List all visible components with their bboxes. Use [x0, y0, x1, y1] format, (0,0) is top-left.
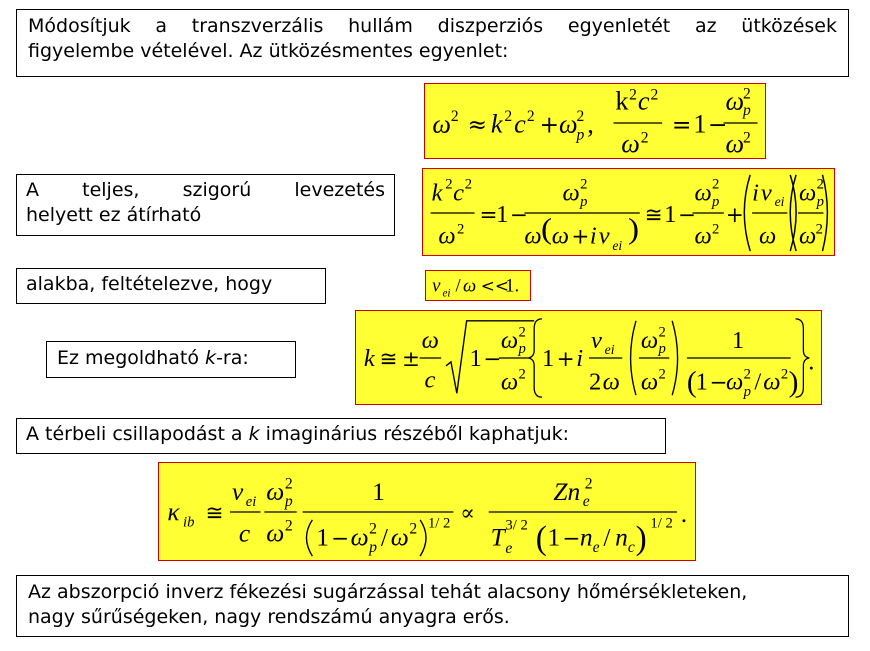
svg-text:∝: ∝	[460, 500, 475, 526]
svg-text:): )	[788, 366, 799, 399]
svg-text:2: 2	[588, 368, 602, 396]
svg-text:=: =	[479, 202, 498, 228]
k-solution-equation-graphic	[356, 311, 821, 404]
svg-text:2: 2	[743, 85, 751, 103]
solve-k: k	[205, 347, 217, 369]
svg-text:2: 2	[576, 108, 585, 125]
assume-text: alakba, feltételezve, hogy	[26, 273, 273, 295]
svg-text:e: e	[592, 539, 600, 557]
svg-text:ω: ω	[266, 477, 285, 507]
svg-text:−: −	[709, 370, 728, 396]
svg-text:2: 2	[815, 221, 823, 238]
svg-text:ω: ω	[421, 327, 439, 355]
svg-text:1: 1	[731, 327, 745, 355]
svg-text:p: p	[658, 341, 666, 358]
condition-equation	[425, 270, 531, 301]
svg-text:−: −	[562, 526, 581, 552]
svg-text:ei: ei	[245, 494, 257, 511]
svg-text:/: /	[603, 522, 611, 552]
svg-text:ω: ω	[694, 179, 712, 207]
svg-text:/: /	[455, 275, 461, 297]
spatial-pre: A térbeli csillapodást a	[26, 423, 249, 445]
svg-text:1: 1	[316, 522, 330, 552]
svg-text:(: (	[686, 366, 697, 399]
svg-text:c: c	[238, 518, 251, 548]
svg-text:+: +	[571, 224, 590, 250]
svg-text:c: c	[627, 539, 635, 557]
solve-textbox	[46, 341, 296, 378]
conclusion-line-1: Az abszorpció inverz fékezési sugárzással tehát alacsony hőmérsékleteken,	[28, 581, 748, 603]
svg-text:ω: ω	[725, 129, 745, 158]
svg-text:p: p	[712, 194, 720, 211]
svg-text:−: −	[677, 202, 696, 228]
svg-text:i: i	[589, 222, 597, 250]
svg-text:−: −	[483, 346, 502, 372]
svg-text:c: c	[637, 86, 650, 116]
svg-text:ω: ω	[390, 522, 409, 552]
svg-text:T: T	[490, 522, 505, 552]
svg-text:ei: ei	[604, 342, 615, 358]
conclusion-line-2: nagy sűrűségeken, nagy rendszámú anyagra erős.	[28, 606, 510, 628]
svg-text:2: 2	[284, 517, 293, 535]
svg-text:ω: ω	[726, 368, 744, 396]
rewrite-textbox	[16, 174, 395, 236]
svg-text:i: i	[752, 179, 759, 207]
spatial-damping-textbox	[16, 418, 666, 454]
absorption-equation	[158, 462, 696, 561]
svg-text:p: p	[580, 194, 588, 211]
rewrite-line-1: A teljes, szigorú levezetés	[26, 179, 385, 201]
svg-text:−: −	[707, 110, 728, 139]
svg-text:2: 2	[650, 86, 659, 104]
svg-text:e: e	[582, 493, 590, 511]
svg-text:2: 2	[518, 366, 526, 383]
rewrite-line-2: helyett ez átírható	[26, 204, 202, 226]
svg-text:ω: ω	[524, 222, 542, 250]
svg-text:≈: ≈	[467, 110, 488, 139]
svg-text:p: p	[743, 384, 752, 401]
svg-text:2: 2	[780, 366, 789, 383]
svg-text:ω: ω	[799, 222, 817, 250]
assume-textbox	[16, 268, 326, 304]
svg-text:2: 2	[409, 520, 418, 538]
svg-text:2: 2	[518, 324, 526, 341]
svg-text:k: k	[431, 179, 443, 207]
svg-text:Zn: Zn	[553, 477, 581, 507]
svg-text:.: .	[680, 498, 688, 528]
svg-text:ν: ν	[232, 477, 244, 507]
svg-text:+: +	[539, 110, 560, 139]
k-solution-equation	[355, 310, 822, 405]
svg-text:ω: ω	[725, 86, 745, 116]
svg-text:ω: ω	[640, 368, 659, 396]
svg-text:ei: ei	[612, 238, 623, 254]
svg-text:2: 2	[743, 366, 752, 383]
svg-text:1: 1	[542, 344, 555, 372]
absorption-equation-graphic	[159, 463, 695, 560]
svg-text:2: 2	[445, 176, 453, 193]
svg-text:2: 2	[712, 176, 720, 193]
svg-text:2: 2	[580, 176, 588, 193]
svg-text:2: 2	[816, 176, 824, 193]
svg-text:ω: ω	[500, 368, 519, 396]
collisionless-equation-graphic	[425, 84, 765, 158]
spatial-k: k	[248, 423, 260, 445]
svg-text:e: e	[505, 540, 513, 558]
svg-text:n: n	[615, 522, 628, 552]
svg-text:−: −	[509, 202, 528, 228]
svg-text:1: 1	[547, 522, 561, 552]
svg-text:p: p	[369, 539, 378, 557]
svg-text:<<: <<	[480, 275, 510, 296]
svg-text:): )	[635, 520, 647, 558]
svg-text:ω: ω	[463, 275, 477, 297]
svg-text:≅: ≅	[205, 500, 224, 526]
svg-text:ω: ω	[551, 222, 570, 250]
svg-text:p: p	[816, 194, 824, 211]
svg-text:ν: ν	[432, 275, 441, 297]
svg-text:.: .	[808, 348, 815, 376]
svg-text:ib: ib	[183, 514, 195, 531]
svg-text:2: 2	[658, 366, 666, 383]
solve-post: -ra:	[216, 347, 249, 369]
svg-text:/: /	[380, 522, 389, 552]
svg-text:p: p	[518, 341, 526, 358]
svg-text:ω: ω	[500, 327, 519, 355]
svg-text:±: ±	[402, 346, 421, 372]
svg-text:ω: ω	[621, 129, 640, 158]
svg-text:1.: 1.	[505, 275, 520, 297]
svg-text:2: 2	[584, 475, 593, 493]
svg-text:+: +	[556, 346, 575, 372]
svg-text:i: i	[576, 344, 584, 372]
svg-text:ω: ω	[758, 222, 777, 250]
svg-text:ω: ω	[558, 109, 578, 139]
svg-text:p: p	[576, 126, 585, 144]
svg-text:ω: ω	[438, 222, 456, 250]
condition-equation-graphic	[426, 271, 530, 300]
svg-text:ω: ω	[562, 179, 580, 207]
conclusion-textbox	[16, 575, 849, 637]
svg-text:(: (	[541, 211, 553, 246]
svg-text:k: k	[363, 344, 375, 372]
svg-text:ω: ω	[799, 179, 817, 207]
svg-text:ν: ν	[590, 327, 602, 355]
intro-line-1: Módosítjuk a transzverzális hullám diszperziós egyenletét az ütközések	[28, 15, 837, 37]
svg-text:c: c	[514, 109, 526, 139]
svg-text:n: n	[579, 522, 593, 552]
svg-text:p: p	[743, 102, 751, 120]
svg-text:ω: ω	[763, 368, 781, 396]
svg-text:1: 1	[372, 477, 385, 507]
svg-text:1/ 2: 1/ 2	[650, 515, 673, 532]
svg-text:): )	[628, 211, 640, 246]
svg-text:1: 1	[469, 344, 482, 372]
svg-text:2: 2	[743, 129, 751, 147]
svg-text:≅: ≅	[644, 202, 663, 228]
svg-text:2: 2	[504, 108, 513, 125]
svg-text:=: =	[671, 110, 692, 139]
svg-text:2: 2	[640, 129, 649, 147]
svg-text:ν: ν	[760, 179, 772, 207]
svg-text:ω: ω	[694, 222, 712, 250]
svg-text:≅: ≅	[379, 346, 398, 372]
svg-text:+: +	[725, 202, 744, 228]
svg-text:2: 2	[464, 176, 473, 193]
svg-text:2: 2	[526, 108, 535, 125]
svg-text:,: ,	[587, 109, 594, 139]
intro-textbox	[16, 9, 849, 77]
svg-text:c: c	[453, 179, 464, 207]
svg-text:2: 2	[369, 520, 378, 538]
spatial-post: imaginárius részéből kaphatjuk:	[259, 423, 570, 445]
solve-pre: Ez megoldható	[57, 347, 206, 369]
svg-text:ω: ω	[266, 518, 285, 548]
svg-text:1: 1	[496, 200, 509, 228]
svg-text:ω: ω	[640, 327, 659, 355]
svg-text:3/ 2: 3/ 2	[505, 517, 528, 534]
svg-text:1: 1	[693, 109, 707, 139]
svg-text:/: /	[754, 368, 762, 396]
svg-text:−: −	[330, 526, 350, 552]
svg-text:k: k	[490, 109, 503, 139]
svg-text:ei: ei	[442, 287, 451, 300]
svg-text:ν: ν	[598, 222, 610, 250]
svg-text:2: 2	[658, 324, 666, 341]
svg-text:1: 1	[695, 368, 708, 396]
svg-text:k: k	[615, 86, 629, 116]
intro-line-2: figyelembe vételével. Az ütközésmentes egyenlet:	[28, 40, 509, 62]
approximation-equation	[422, 168, 835, 256]
svg-text:(: (	[535, 520, 547, 558]
svg-text:c: c	[424, 366, 436, 394]
svg-text:2: 2	[712, 221, 720, 238]
svg-text:κ: κ	[167, 496, 180, 526]
svg-text:2: 2	[629, 86, 637, 104]
svg-text:ω: ω	[432, 109, 451, 139]
svg-text:1: 1	[664, 200, 677, 228]
approximation-equation-graphic	[423, 169, 834, 255]
svg-text:ω: ω	[602, 368, 620, 396]
svg-text:2: 2	[450, 108, 459, 125]
collisionless-equation	[424, 83, 766, 159]
svg-text:ω: ω	[350, 522, 369, 552]
svg-text:1/ 2: 1/ 2	[427, 515, 451, 532]
svg-text:2: 2	[456, 221, 465, 238]
svg-text:2: 2	[284, 475, 293, 493]
svg-text:p: p	[284, 493, 293, 511]
svg-text:ei: ei	[774, 194, 785, 210]
